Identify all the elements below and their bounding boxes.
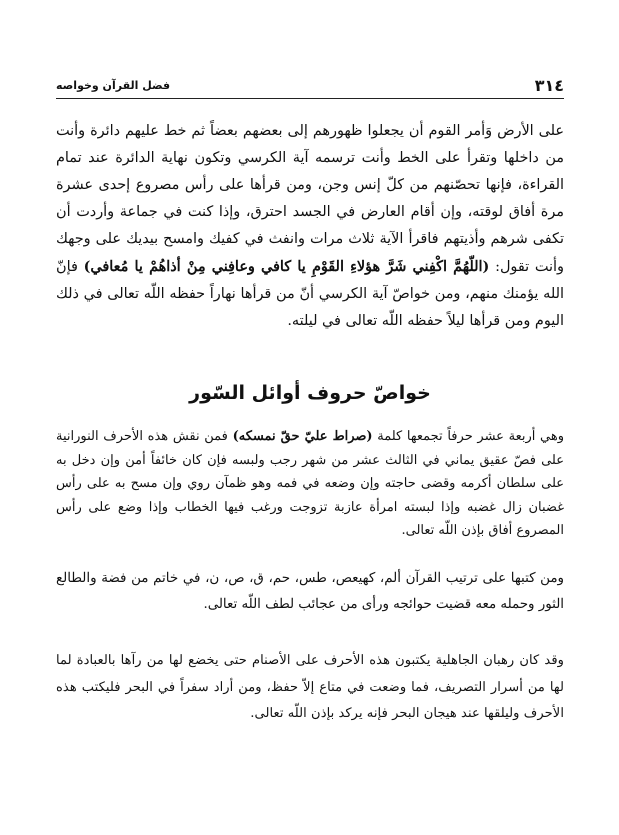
paragraph-text — [56, 425, 564, 543]
paragraph-text: ومن كتبها على ترتيب القرآن ألم، كهيعص، طس، حم، ق، ص، ن، في خاتم من فضة والطالع الثور وحمله معه قضيت حوائجه ورأى من عجائب لطف اللّه تعالى. — [56, 571, 564, 612]
dua-text: (اللّهُمَّ اكْفِني شَرَّ هؤلاءِ القَوْمِ يا كافي وعافِني مِنْ أذاهُمْ يا مُعافي) — [83, 258, 490, 275]
running-header — [56, 72, 564, 99]
key-phrase: (صراط عليّ حقّ نمسكه) — [232, 429, 373, 444]
paragraph-text-part: فإنّ الله يؤمنك منهم، ومن خواصّ آية الكرسي أنّ من قرأها نهاراً حفظه اللّه تعالى في ذلك اليوم ومن قرأها ليلاً حفظه اللّه تعالى في ليلته. — [56, 259, 564, 329]
paragraph-text-part: على الأرض وَأمر القوم أن يجعلوا ظهورهم إلى بعضهم بعضاً ثم خط عليهم دائرة وأنت من داخلها وتقرأ على الخط وأنت ترسمه آية الكرسي وتكون نهاية الدائرة عند تمام القراءة، فإنها تحصّنهم من كلّ إنس وجن، ومن قرأها على رأس مصروع إحدى عشرة مرة أفاق لوقته، وإن أقام العارض في الجسد احترق، وإذا كنت في جماعة وأردت أن تكفى شرهم وأذيتهم فاقرأ الآية ثلاث مرات وانفث في كفيك وامسح بيديك على وجهك وأنت تقول: — [56, 123, 564, 275]
paragraph-text: وقد كان رهبان الجاهلية يكتبون هذه الأحرف على الأصنام حتى يخضع لها من رآها بالعبادة لما لها من أسرار التصريف، فما وضعت في متاع إلاّ حفظ، ومن أراد سفراً في البحر فليكتب هذه الأحرف وليلقها عند هيجان البحر فإنه يركد بإذن اللّه تعالى. — [56, 653, 564, 721]
paragraph-ring — [56, 566, 564, 618]
paragraph-text-part: وهي أربعة عشر حرفاً تجمعها كلمة — [372, 429, 564, 444]
section-heading: خواصّ حروف أوائل السّور — [189, 382, 431, 404]
running-title: فضل القرآن وخواصه — [56, 78, 171, 92]
paragraph-text-part: فمن نقش هذه الأحرف النورانية على فصّ عقيق يماني في الثالث عشر من شهر رجب ولبسه فإن كان خائفاً أمن وإن دخل به على سلطان أكرمه وقضى حاجته وإن وضعه في فمه وهو ظمآن روي وإن مسح به على رأس غضبان زال غضبه وإذا لبسته امرأة عازبة تزوجت ورغب فيها الخطاب وإذا وضع على رأس المصروع أفاق بإذن اللّه تعالى. — [56, 429, 564, 538]
paragraph-monks — [56, 648, 564, 728]
paragraph-ayat-al-kursi — [56, 118, 564, 335]
page-number: ٣١٤ — [534, 75, 564, 95]
paragraph-letters — [56, 425, 564, 543]
paragraph-text — [56, 118, 564, 335]
